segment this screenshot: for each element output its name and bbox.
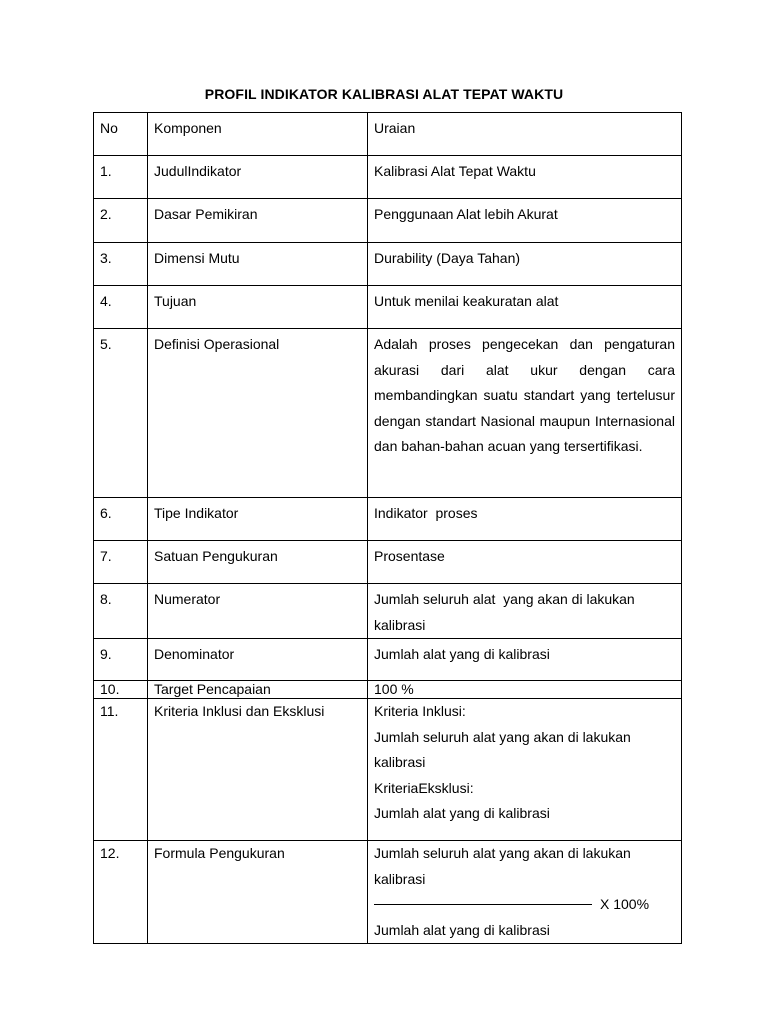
row-component: Numerator (148, 584, 368, 639)
inclusion-text: Jumlah seluruh alat yang akan di lakukan kalibrasi (374, 728, 631, 770)
row-number: 10. (94, 681, 148, 699)
row-description: Penggunaan Alat lebih Akurat (368, 199, 682, 243)
table-row (94, 286, 682, 329)
formula-multiplier: X 100% (600, 896, 650, 912)
header-no: No (94, 113, 148, 156)
table-row (94, 329, 682, 498)
row-component: Definisi Operasional (148, 329, 368, 498)
row-component: Target Pencapaian (148, 681, 368, 699)
row-number: 1. (94, 156, 148, 199)
row-description: 100 % (368, 681, 682, 699)
row-number: 6. (94, 498, 148, 541)
row-description: Adalah proses pengecekan dan pengaturan akurasi dari alat ukur dengan cara membandingkan suatu standart yang tertelusur dengan standart Nasional maupun Internasional dan bahan-bahan acuan yang tersertifikasi. (368, 329, 682, 498)
row-number: 4. (94, 286, 148, 329)
row-component: Satuan Pengukuran (148, 541, 368, 584)
row-number: 9. (94, 639, 148, 681)
exclusion-text: Jumlah alat yang di kalibrasi (374, 805, 550, 821)
row-description: Prosentase (368, 541, 682, 584)
table-header-row (94, 113, 682, 156)
table-row (94, 639, 682, 681)
row-description: Indikator proses (368, 498, 682, 541)
exclusion-label: KriteriaEksklusi: (374, 779, 474, 796)
row-component: Formula Pengukuran (148, 841, 368, 944)
row-number: 7. (94, 541, 148, 584)
table-row (94, 243, 682, 286)
header-component: Komponen (148, 113, 368, 156)
row-component: JudulIndikator (148, 156, 368, 199)
indicator-profile-table (93, 112, 682, 944)
table-row (94, 841, 682, 944)
row-component: Dasar Pemikiran (148, 199, 368, 243)
formula-fraction-line (374, 892, 675, 918)
formula-denominator: Jumlah alat yang di kalibrasi (374, 921, 550, 938)
row-description: Kalibrasi Alat Tepat Waktu (368, 156, 682, 199)
formula-numerator: Jumlah seluruh alat yang akan di lakukan kalibrasi (374, 845, 631, 887)
row-number: 3. (94, 243, 148, 286)
table-row (94, 681, 682, 699)
table-row (94, 584, 682, 639)
row-number: 12. (94, 841, 148, 944)
row-number: 11. (94, 699, 148, 841)
row-component: Tipe Indikator (148, 498, 368, 541)
table-row (94, 541, 682, 584)
row-component: Denominator (148, 639, 368, 681)
row-description (368, 699, 682, 841)
row-description (368, 841, 682, 944)
table-row (94, 699, 682, 841)
row-component: Dimensi Mutu (148, 243, 368, 286)
row-description: Durability (Daya Tahan) (368, 243, 682, 286)
row-number: 8. (94, 584, 148, 639)
table-row (94, 199, 682, 243)
header-description: Uraian (368, 113, 682, 156)
row-component: Tujuan (148, 286, 368, 329)
row-number: 5. (94, 329, 148, 498)
row-number: 2. (94, 199, 148, 243)
row-description: Jumlah alat yang di kalibrasi (368, 639, 682, 681)
document-title: PROFIL INDIKATOR KALIBRASI ALAT TEPAT WAKTU (204, 86, 564, 102)
inclusion-label: Kriteria Inklusi: (374, 703, 466, 719)
row-description: Jumlah seluruh alat yang akan di lakukan kalibrasi (368, 584, 682, 639)
row-component: Kriteria Inklusi dan Eksklusi (148, 699, 368, 841)
row-description: Untuk menilai keakuratan alat (368, 286, 682, 329)
table-row (94, 156, 682, 199)
fraction-bar (374, 904, 592, 905)
table-row (94, 498, 682, 541)
